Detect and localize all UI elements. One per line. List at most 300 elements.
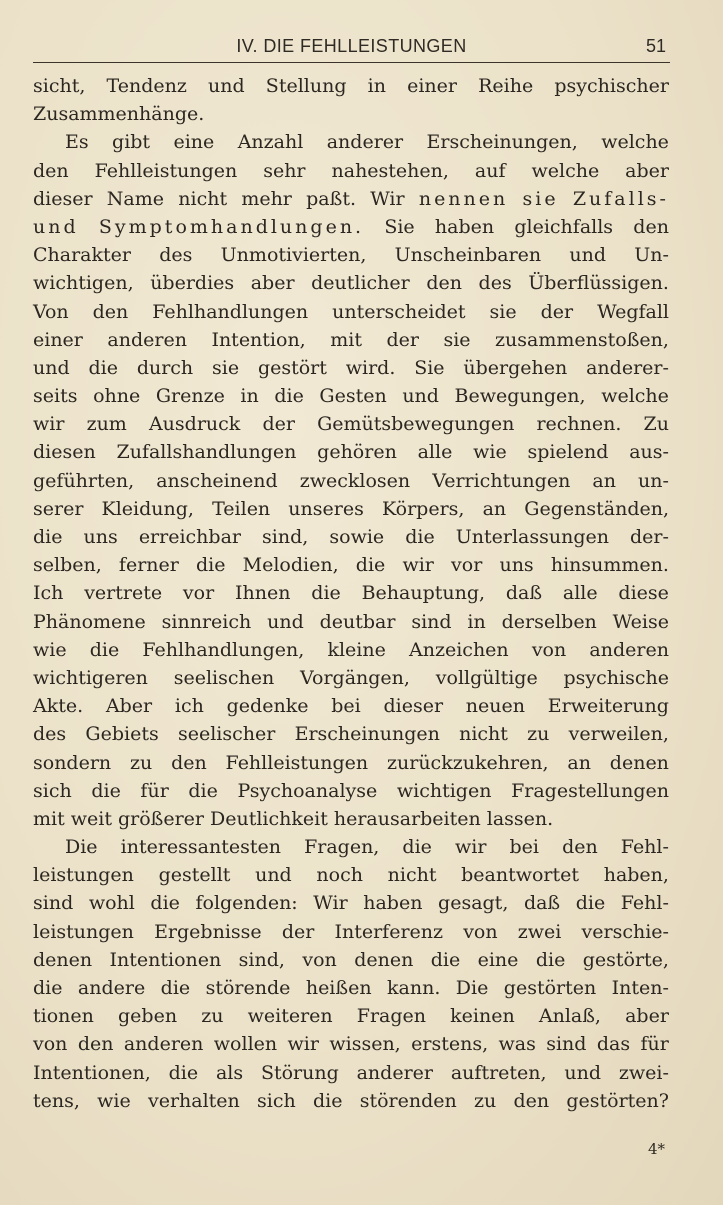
word: Wir [313,892,348,915]
word: welche [601,385,669,408]
word: des [33,723,67,746]
word: die [355,554,386,577]
word: wissen, [329,1033,401,1056]
word: Fehl- [620,892,669,915]
text-line [33,1002,669,1030]
word: und [208,75,245,97]
word: Anlaß, [538,1005,601,1028]
word: alle [417,441,453,464]
word: den [513,1089,550,1112]
word: Reihe [478,75,534,97]
word: zwei [517,920,562,943]
word: Fehlleistungen [225,751,369,774]
word: herausarbeiten [333,807,481,830]
word: tionen [33,1005,94,1028]
word: gestellt [158,864,231,887]
word: Zu [643,413,669,436]
word: Ergebnisse [154,920,262,943]
word: Kleidung, [101,497,194,520]
word: psychischer [554,75,669,97]
text-line [33,579,669,607]
word: Behauptung, [361,582,486,605]
word: und [255,864,292,887]
word: den [562,836,598,859]
word: die [430,948,461,971]
word: anderen [589,638,669,661]
word: Erscheinungen, [426,131,578,154]
word: Symptomhandlungen. [98,215,365,238]
word: unterscheidet [332,300,466,323]
word: verhalten [147,1089,240,1112]
word: den [77,1033,114,1056]
word: Ich [33,582,64,605]
word: sehr [263,159,306,182]
text-line [33,298,669,326]
word: Zufalls- [572,187,669,210]
word: uns [83,526,118,548]
word: der [540,300,574,323]
word: mehr [241,187,292,210]
word: Es [65,131,89,154]
word: und [267,610,304,633]
word: Körpers, [381,497,465,520]
word: haben [434,215,495,238]
text-line [33,523,669,551]
word: der [262,413,295,436]
word: störende [205,977,291,999]
word: und [569,244,607,267]
word: ich [174,695,204,718]
word: dieser [383,695,444,718]
word: die [274,385,304,408]
word: sinnreich [161,610,252,633]
word: durch [136,356,194,379]
word: Sie [414,356,445,379]
word: Aber [105,695,153,718]
word: von [302,948,337,971]
word: Sie [384,215,415,238]
word: Ihnen [235,582,291,605]
word: ohne [93,385,141,408]
word: kann. [387,977,441,999]
text-line [33,128,669,156]
text-line [33,861,669,889]
word: Tendenz [106,75,187,97]
word: und [402,385,439,408]
word: und [564,1061,602,1084]
word: die [405,526,435,548]
word: sie [489,300,517,323]
word: den [171,751,207,774]
word: seits [33,385,78,408]
word: alle [562,582,598,605]
word: Weise [612,610,669,633]
text-line [33,241,669,269]
text-line [33,354,669,382]
word: zu [129,751,153,774]
word: Intentionen, [33,1061,151,1084]
word: wir [454,836,487,859]
word: für [640,1033,669,1056]
word: größerer [117,807,204,830]
word: nahestehen, [331,159,449,182]
word: sind [411,610,452,633]
text-line [33,974,669,1002]
word: zu [527,723,550,746]
word: sie [212,356,240,379]
running-title: IV. DIE FEHLLEISTUNGEN [236,36,467,56]
word: Erscheinungen [294,723,440,746]
word: un- [638,469,669,492]
word: gleichfalls [514,215,614,238]
word: Unscheinbaren [394,244,542,267]
text-line [33,805,669,833]
word: die [535,948,566,971]
word: psychische [563,666,669,689]
word: denen [609,751,669,774]
word: weiteren [247,1005,333,1028]
word: für [140,779,169,802]
word: die [196,554,226,577]
text-line [33,213,669,241]
word: zwecklosen [299,469,411,492]
word: seelischen [173,666,275,689]
word: des [159,244,193,267]
word: gibt [112,131,151,154]
word: keinen [450,1005,515,1028]
word: überdies [150,272,235,295]
word: ferner [118,554,179,577]
word: Intention, [211,328,306,351]
word: serer [33,497,84,520]
word: deutlicher [311,272,410,295]
word: Akte. [33,695,84,718]
word: das [596,1033,631,1056]
text-line [33,918,669,946]
text-line [33,777,669,805]
word: Un- [634,244,669,267]
word: interessantesten [120,836,281,859]
word: die [575,892,606,915]
word: an [567,751,591,774]
word: Erweiterung [547,695,669,718]
word: an [482,497,507,520]
text-line [33,692,669,720]
word: diesen [33,441,96,464]
text-line [33,438,669,466]
text-line [33,608,669,636]
word: Melodien, [242,554,339,577]
word: und [33,356,70,379]
word: zu [473,1089,497,1112]
word: anderen [123,1033,204,1056]
word: wohl [88,892,135,915]
word: mit [330,328,362,351]
word: sich [257,1089,296,1112]
text-line [33,833,669,861]
word: zwei- [618,1061,669,1084]
word: sind [33,892,74,915]
word: nicht [178,187,228,210]
word: die [311,582,341,605]
word: sind [546,1033,587,1056]
word: sowie [329,526,385,548]
word: derselben [501,610,597,633]
word: einer [407,75,457,97]
word: rechnen. [536,413,622,436]
text-line [33,1087,669,1115]
word: Grenze [155,385,225,408]
word: der [281,920,315,943]
word: Ausdruck [148,413,241,436]
word: wichtigen, [33,272,134,295]
word: des [478,272,512,295]
word: gestört [257,356,327,379]
word: Deutlichkeit [210,807,328,830]
word: nicht [387,864,437,887]
word: an [592,469,616,492]
word: bei [331,695,361,718]
word: den [633,215,669,238]
word: neuen [465,695,525,718]
word: Interferenz [334,920,444,943]
word: Intentionen [109,948,222,971]
word: Wegfall [597,300,669,323]
word: Unmotivierten, [220,244,367,267]
word: Gegenständen, [524,497,669,520]
word: Die [65,836,98,859]
word: einer [33,328,83,351]
word: erstens, [411,1033,489,1056]
word: Psychoanalyse [237,779,378,802]
word: anderer- [586,356,669,379]
text-line [33,72,669,100]
word: Fragestellungen [511,779,669,802]
word: vor [451,554,483,577]
word: gedenke [226,695,309,718]
word: kleine [327,638,386,661]
word: geführten, [33,469,135,492]
word: den [426,272,462,295]
word: unseres [288,497,364,520]
text-line [33,720,669,748]
word: wichtigeren [33,666,148,689]
word: Anzahl [237,131,304,154]
word: spielend [527,441,609,464]
text-line [33,467,669,495]
word: leistungen [33,864,134,887]
word: die [402,836,432,859]
word: sind, [238,948,285,971]
text-line [33,100,669,128]
word: wir [402,554,434,577]
word: störenden [359,1089,457,1112]
word: in [240,385,259,408]
text-line [33,326,669,354]
word: Fehlhandlungen [152,300,309,323]
word: wir [287,1033,319,1056]
word: gesagt, [438,892,509,915]
text-line [33,495,669,523]
word: von [531,638,567,661]
word: Von [33,300,69,323]
text-line [33,889,669,917]
word: verschie- [581,920,669,943]
word: aber [625,159,669,182]
word: anderer [326,131,404,154]
word: gestörte, [582,948,669,971]
word: Anzeichen [409,638,509,661]
word: wie [33,638,67,661]
word: bei [509,836,539,859]
word: zum [86,413,127,436]
word: wie [473,441,507,464]
word: Zusammenhänge. [33,103,205,126]
text-line [33,551,669,579]
word: Vorgängen, [300,666,410,689]
text-line [33,382,669,410]
word: folgenden: [195,892,298,915]
word: gestörten? [566,1089,669,1112]
word: Störung [260,1061,339,1084]
word: wollen [213,1033,278,1056]
word: uns [499,554,534,577]
word: haben, [603,864,669,887]
text-line [33,946,669,974]
word: Bewegungen, [454,385,586,408]
word: von [463,920,498,943]
word: nicht [459,723,508,746]
word: dieser [33,187,93,210]
word: gehören [317,441,397,464]
word: haben [363,892,423,915]
word: selben, [33,554,102,577]
word: daß [523,892,561,915]
word: Gemütsbewegungen [317,413,515,436]
word: der- [630,526,669,548]
word: sie [522,187,559,210]
word: andere [77,977,146,999]
running-head [33,32,670,63]
body-text [33,72,669,1115]
word: sind, [262,526,309,548]
word: Inten- [611,977,669,999]
word: welche [531,159,600,182]
word: gestörten [503,977,597,999]
word: Die [455,977,489,999]
word: aber [250,272,295,295]
word: sondern [33,751,112,774]
word: aber [625,1005,669,1028]
word: lassen. [486,807,554,830]
word: Gebiets [85,723,159,746]
word: Unterlassungen [455,526,609,548]
word: zurückzukehren, [386,751,549,774]
word: den [92,300,129,323]
word: wie [97,1089,131,1112]
word: die [91,779,121,802]
word: eine [477,948,519,971]
word: Gesten [319,385,387,408]
word: geben [118,1005,178,1028]
word: anscheinend [156,469,278,492]
word: beantwortet [461,864,580,887]
word: Verrichtungen [432,469,571,492]
word: sicht, [33,75,86,97]
page-number: 51 [645,36,666,56]
word: zusammenstoßen, [495,328,669,351]
word: von [33,1033,68,1056]
word: die [150,892,180,915]
word: Phänomene [33,610,146,633]
word: die [89,638,120,661]
word: und [33,215,79,238]
word: sich [33,779,72,802]
word: verweilen, [568,723,669,746]
word: daß [505,582,543,605]
word: Charakter [33,244,131,267]
word: die [33,526,63,548]
word: der [386,328,419,351]
text-line [33,185,669,213]
word: aus- [629,441,669,464]
word: wichtigen [396,779,492,802]
word: auftreten, [450,1061,547,1084]
word: erreichbar [138,526,241,548]
word: noch [316,864,363,887]
word: die [88,356,118,379]
word: vollgültige [435,666,538,689]
word: eine [173,131,215,154]
word: die [168,1061,199,1084]
text-line [33,749,669,777]
word: leistungen [33,920,134,943]
word: Fehl- [620,836,669,859]
word: Zufallshandlungen [116,441,297,464]
word: vor [182,582,215,605]
word: die [160,977,191,999]
word: denen [354,948,414,971]
word: Überflüssigen. [528,272,669,295]
word: die [312,1089,343,1112]
word: übergehen [463,356,568,379]
word: tens, [33,1089,80,1112]
word: sie [443,328,471,351]
word: die [33,977,63,999]
word: Fehlhandlungen, [142,638,305,661]
word: Fragen, [304,836,380,859]
text-line [33,1059,669,1087]
word: Fragen [356,1005,427,1028]
word: zu [201,1005,224,1028]
word: weit [70,807,112,830]
text-line [33,1030,669,1058]
word: anderer [356,1061,433,1084]
word: seelischer [177,723,276,746]
word: nennen [418,187,509,210]
word: deutbar [319,610,396,633]
word: Name [106,187,165,210]
text-line [33,636,669,664]
word: diese [618,582,669,605]
word: in [367,75,386,97]
word: auf [474,159,506,182]
word: die [188,779,218,802]
word: in [467,610,486,633]
word: als [215,1061,244,1084]
word: mit [33,807,65,830]
text-line [33,269,669,297]
